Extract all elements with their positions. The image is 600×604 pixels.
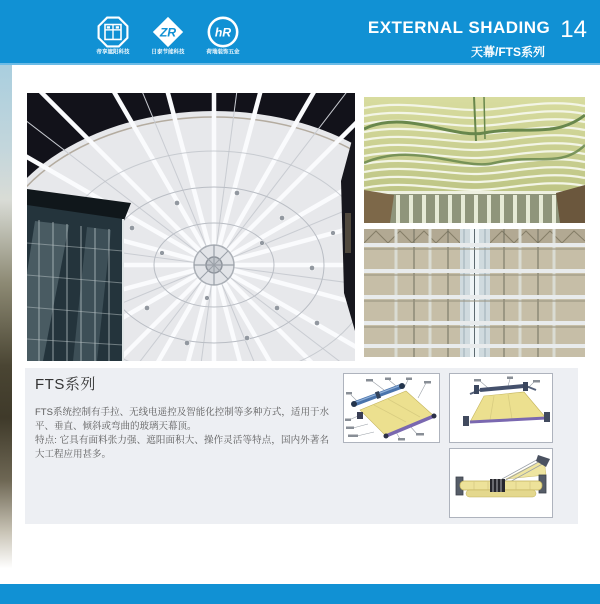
- logo-hr: [202, 16, 244, 57]
- hr-circle-logo-icon: [207, 16, 239, 48]
- center-skylight-band: [460, 229, 490, 357]
- fts-roller-diagram: [449, 448, 553, 518]
- window-logo-icon: [97, 16, 129, 48]
- fts-diagram-labelled: [343, 373, 440, 443]
- dome-skylight-photo: [27, 93, 355, 361]
- drive-band: [490, 479, 505, 492]
- page-title: EXTERNAL SHADING: [367, 18, 551, 37]
- logo-zr: [147, 16, 189, 57]
- footer-bar: [0, 584, 600, 604]
- page-number: 14: [560, 16, 587, 43]
- logo-group: [92, 16, 244, 57]
- zr-diamond-logo-icon: [152, 16, 184, 48]
- fts-description: FTS系统控制有手拉、无线电遥控及智能化控制等多种方式，适用于水平、垂直、倾斜或弯曲的玻璃天幕顶。: [35, 407, 329, 432]
- logo-caption: 日泰节能科技: [151, 50, 185, 56]
- vault-shading-photo: [364, 97, 585, 223]
- page-subtitle: 天幕/FTS系列: [471, 45, 545, 59]
- dome-center-hub: [194, 245, 234, 285]
- logo-caption: 帝享遮阳科技: [96, 50, 130, 56]
- flat-roof-shading-photo: [364, 229, 585, 357]
- glass-elevator: [27, 189, 131, 361]
- fts-text-block: [35, 373, 329, 462]
- hr-monogram: hR: [214, 25, 232, 40]
- logo-caption: 荷瑞装饰五金: [206, 50, 240, 56]
- zr-monogram: ZR: [159, 25, 177, 40]
- tiny-labels: [474, 377, 540, 383]
- fts-features: 特点: 它具有面料张力强、遮阳面积大、操作灵活等特点，国内外著名大工程应用甚多。: [35, 435, 329, 460]
- logo-window: [92, 16, 134, 57]
- left-edge-strip: [0, 65, 12, 584]
- section-title: FTS系列: [35, 376, 96, 393]
- fts-diagram-compact: [449, 373, 553, 443]
- header-titles: [368, 17, 587, 60]
- header-bar: [0, 0, 600, 65]
